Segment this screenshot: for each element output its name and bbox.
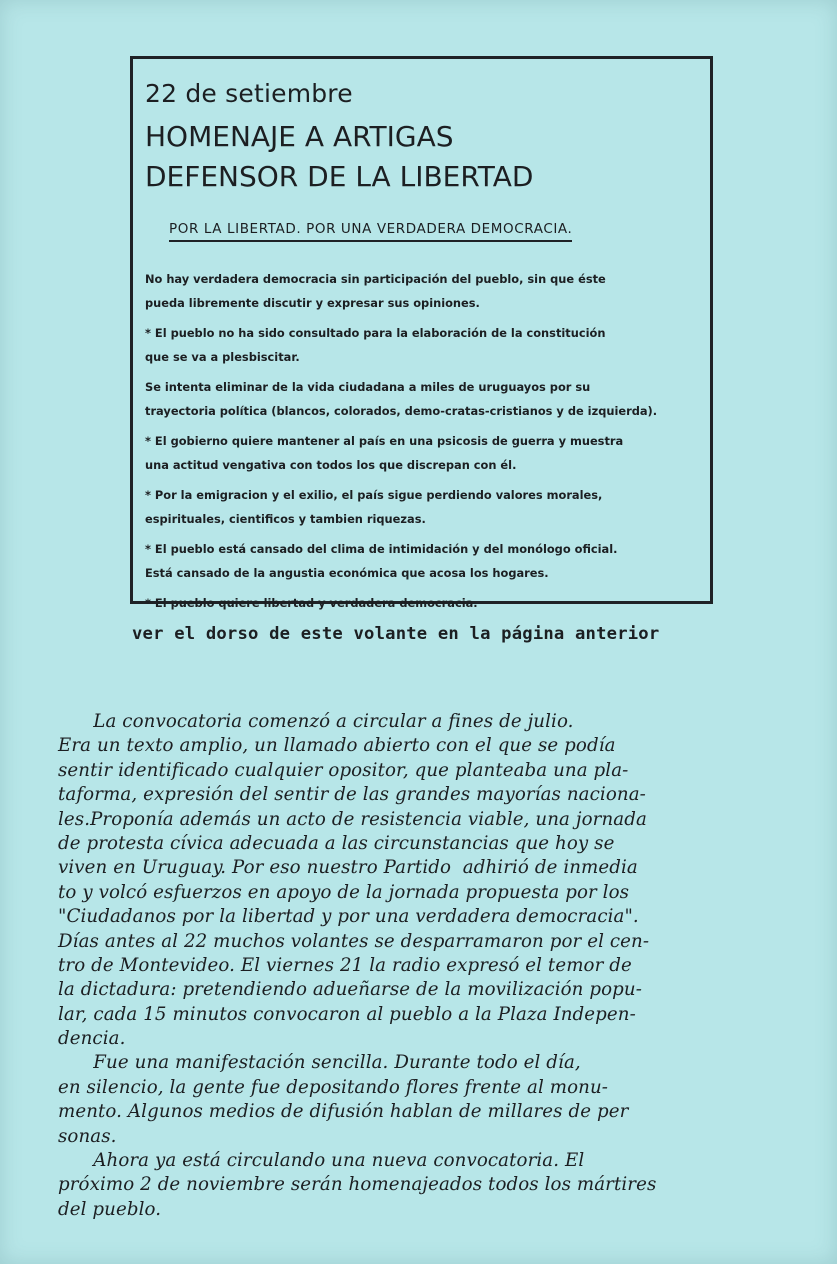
article-line: Días antes al 22 muchos volantes se desparramaron por el cen-	[58, 930, 650, 952]
article-line: de protesta cívica adecuada a las circunstancias que hoy se	[58, 832, 615, 854]
flyer-paragraph-line: No hay verdadera democracia sin participación del pueblo, sin que éste	[145, 272, 606, 286]
article-line: Era un texto amplio, un llamado abierto con el que se podía	[58, 735, 616, 757]
flyer-paragraph-line: Se intenta eliminar de la vida ciudadana a miles de uruguayos por su	[145, 380, 591, 394]
headline-line-2: DEFENSOR DE LA LIBERTAD	[145, 160, 534, 193]
article-line: dencia.	[58, 1028, 126, 1050]
flyer-subheading: POR LA LIBERTAD. POR UNA VERDADERA DEMOCRACIA.	[169, 221, 572, 242]
flyer-paragraph-line: trayectoria política (blancos, colorados, demo-cratas-cristianos y de izquierda).	[145, 404, 658, 418]
flyer-headline	[145, 117, 533, 197]
flyer-paragraph	[145, 591, 705, 615]
flyer-paragraph	[145, 267, 705, 315]
article-line: la dictadura: pretendiendo adueñarse de la movilización popu-	[58, 979, 642, 1001]
flyer-paragraph	[145, 483, 705, 531]
flyer-paragraph-line: * El pueblo está cansado del clima de intimidación y del monólogo oficial.	[145, 542, 618, 556]
flyer-paragraph-line: una actitud vengativa con todos los que discrepan con él.	[145, 458, 517, 472]
flyer-paragraph	[145, 537, 705, 585]
article-line: to y volcó esfuerzos en apoyo de la jornada propuesta por los	[58, 881, 630, 903]
article-line: próximo 2 de noviembre serán homenajeados todos los mártires	[58, 1174, 657, 1196]
flyer-paragraph	[145, 321, 705, 369]
article-line: viven en Uruguay. Por eso nuestro Partido adhirió de inmedia	[58, 857, 638, 879]
flyer-paragraph-line: que se va a plesbiscitar.	[145, 350, 300, 364]
article-line: les.Proponía además un acto de resistencia viable, una jornada	[58, 808, 647, 830]
flyer-paragraph-line: * Por la emigracion y el exilio, el país sigue perdiendo valores morales,	[145, 488, 603, 502]
flyer-paragraph-line: * El pueblo no ha sido consultado para la elaboración de la constitución	[145, 326, 606, 340]
article-line: "Ciudadanos por la libertad y por una verdadera democracia".	[58, 906, 639, 928]
back-side-note: ver el dorso de este volante en la página anterior	[132, 624, 660, 644]
article-line: tro de Montevideo. El viernes 21 la radio expresó el temor de	[58, 954, 632, 976]
flyer-date: 22 de setiembre	[145, 79, 353, 108]
flyer-paragraph	[145, 375, 705, 423]
article-body	[58, 710, 798, 1222]
flyer-paragraph-line: * El pueblo quiere libertad y verdadera democracia.	[145, 596, 478, 610]
article-line: Fue una manifestación sencilla. Durante todo el día,	[58, 1052, 581, 1074]
article-line: sentir identificado cualquier opositor, que planteaba una pla-	[58, 759, 629, 781]
article-line: La convocatoria comenzó a circular a fines de julio.	[58, 711, 574, 732]
flyer-paragraph	[145, 429, 705, 477]
article-line: en silencio, la gente fue depositando flores frente al monu-	[58, 1076, 609, 1098]
article-line: lar, cada 15 minutos convocaron al pueblo a la Plaza Indepen-	[58, 1003, 636, 1025]
article-line: sonas.	[58, 1125, 117, 1147]
flyer-paragraphs	[145, 267, 705, 621]
article-line: Ahora ya está circulando una nueva convocatoria. El	[58, 1150, 585, 1172]
flyer-paragraph-line: Está cansado de la angustia económica que acosa los hogares.	[145, 566, 549, 580]
flyer-paragraph-line: espirituales, cientificos y tambien riquezas.	[145, 512, 426, 526]
flyer-paragraph-line: pueda libremente discutir y expresar sus opiniones.	[145, 296, 480, 310]
flyer-paragraph-line: * El gobierno quiere mantener al país en una psicosis de guerra y muestra	[145, 434, 624, 448]
article-line: taforma, expresión del sentir de las grandes mayorías naciona-	[58, 784, 646, 806]
headline-line-1: HOMENAJE A ARTIGAS	[145, 120, 454, 153]
article-line: del pueblo.	[58, 1198, 162, 1220]
flyer-box	[130, 56, 713, 610]
article-line: mento. Algunos medios de difusión hablan de millares de per	[58, 1101, 629, 1123]
